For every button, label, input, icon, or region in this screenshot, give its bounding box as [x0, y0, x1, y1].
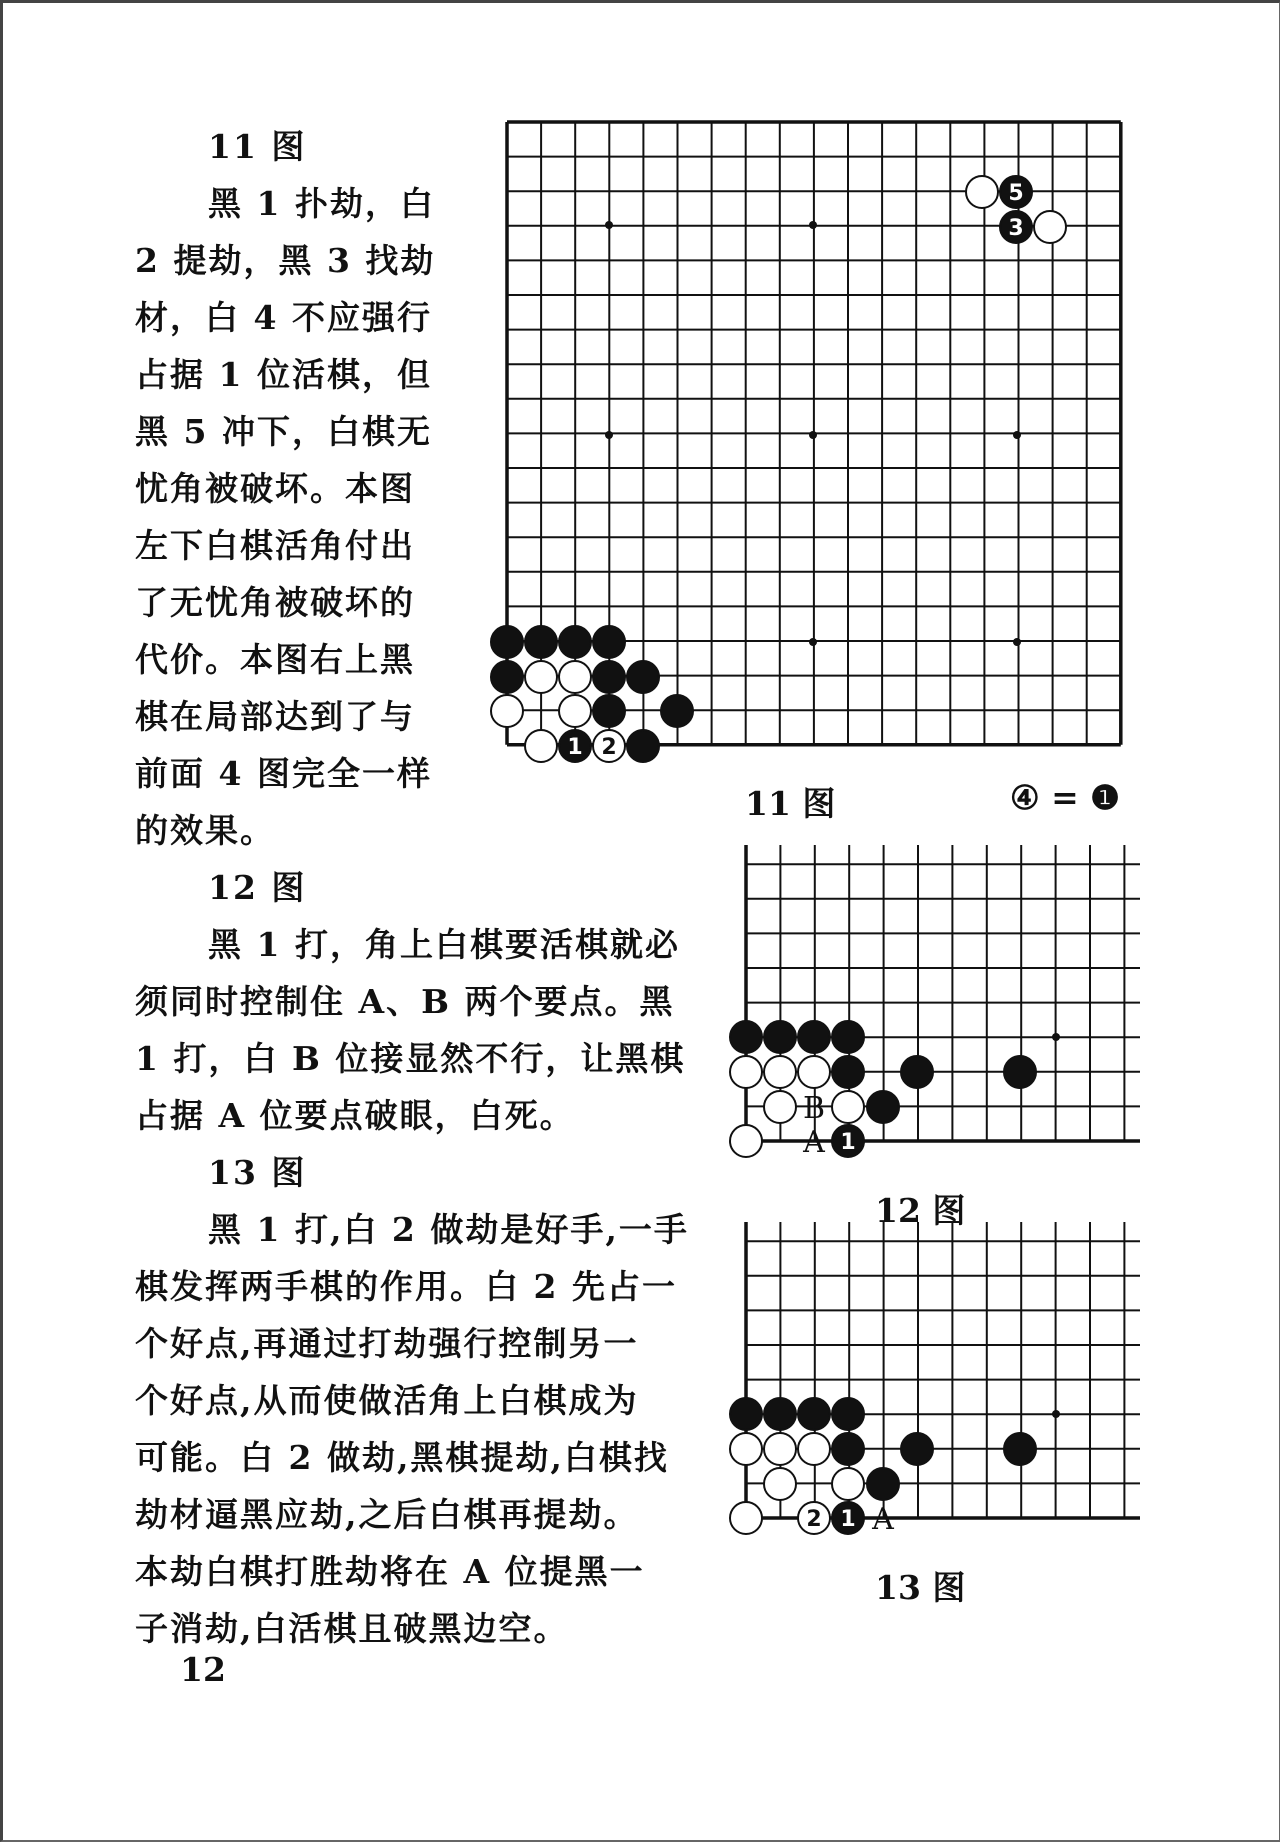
black-stone	[832, 1398, 864, 1430]
fig11-line-8: 了无忧角被破坏的	[135, 583, 415, 622]
black-stone	[901, 1433, 933, 1465]
star-point	[1052, 1033, 1060, 1041]
black-stone	[730, 1021, 762, 1053]
black-stone	[559, 626, 591, 658]
black-stone	[593, 661, 625, 693]
fig11-line-4: 占据 1 位活棋，但	[135, 355, 432, 394]
fig13-go-board	[720, 1222, 1140, 1537]
white-stone	[1034, 211, 1066, 243]
fig11-line-5: 黑 5 冲下，白棋无	[135, 412, 432, 451]
black-stone	[832, 1021, 864, 1053]
stone-number-1: 1	[840, 1507, 856, 1532]
black-stone	[1004, 1056, 1036, 1088]
white-stone	[764, 1433, 796, 1465]
fig11-note: ④ = ❶	[1010, 778, 1120, 817]
fig12-heading: 12 图	[208, 868, 307, 907]
white-stone	[730, 1502, 762, 1534]
white-stone	[559, 695, 591, 727]
fig12-line-4: 占据 A 位要点破眼，白死。	[135, 1096, 575, 1135]
point-label-a: A	[872, 1502, 894, 1537]
star-point	[809, 431, 817, 439]
page-number: 12	[180, 1650, 226, 1689]
black-stone	[730, 1398, 762, 1430]
fig13-heading: 13 图	[208, 1153, 307, 1192]
fig12-line-1: 黑 1 打，角上白棋要活棋就必	[208, 925, 680, 964]
white-stone	[764, 1468, 796, 1500]
white-stone	[559, 661, 591, 693]
fig13-caption: 13 图	[875, 1568, 966, 1607]
stone-number-2: 2	[806, 1507, 822, 1532]
point-label-b: B	[802, 1091, 826, 1126]
white-stone	[525, 661, 557, 693]
fig11-line-7: 左下白棋活角付出	[135, 526, 415, 565]
white-stone	[798, 1433, 830, 1465]
fig13-line-1: 黑 1 打,白 2 做劫是好手,一手	[208, 1210, 689, 1249]
black-stone	[867, 1468, 899, 1500]
fig11-line-6: 忧角被破坏。本图	[135, 469, 415, 508]
fig11-line-1: 黑 1 扑劫，白	[208, 184, 435, 223]
star-point	[809, 221, 817, 229]
white-stone	[730, 1125, 762, 1157]
black-stone	[764, 1021, 796, 1053]
star-point	[1013, 638, 1021, 646]
black-stone	[491, 661, 523, 693]
fig13-line-8: 子消劫,白活棋且破黑边空。	[135, 1609, 569, 1648]
black-stone	[593, 626, 625, 658]
white-stone	[730, 1433, 762, 1465]
black-stone	[525, 626, 557, 658]
star-point	[1052, 1410, 1060, 1418]
white-stone	[730, 1056, 762, 1088]
white-stone	[491, 695, 523, 727]
fig13-grid	[746, 1222, 1140, 1518]
fig11-line-3: 材，白 4 不应强行	[135, 298, 432, 337]
stone-number-3: 3	[1008, 216, 1024, 241]
fig13-line-4: 个好点,从而使做活角上白棋成为	[135, 1381, 639, 1420]
black-stone	[593, 695, 625, 727]
white-stone	[764, 1056, 796, 1088]
fig12-line-3: 1 打，白 B 位接显然不行，让黑棋	[135, 1039, 686, 1078]
black-stone	[627, 730, 659, 762]
star-point	[809, 638, 817, 646]
stone-number-5: 5	[1008, 181, 1024, 206]
white-stone	[832, 1468, 864, 1500]
fig11-line-9: 代价。本图右上黑	[135, 640, 415, 679]
fig11-line-11: 前面 4 图完全一样	[135, 754, 432, 793]
fig11-heading: 11 图	[208, 127, 307, 166]
black-stone	[867, 1091, 899, 1123]
black-stone	[491, 626, 523, 658]
stone-number-1: 1	[567, 735, 583, 760]
star-point	[605, 431, 613, 439]
black-stone	[798, 1021, 830, 1053]
point-label-a: A	[803, 1125, 825, 1160]
black-stone	[1004, 1433, 1036, 1465]
black-stone	[832, 1433, 864, 1465]
white-stone	[764, 1091, 796, 1123]
stone-number-1: 1	[840, 1130, 856, 1155]
fig13-line-6: 劫材逼黑应劫,之后白棋再提劫。	[135, 1495, 639, 1534]
star-point	[605, 221, 613, 229]
black-stone	[764, 1398, 796, 1430]
white-stone	[966, 176, 998, 208]
white-stone	[798, 1056, 830, 1088]
white-stone	[525, 730, 557, 762]
black-stone	[627, 661, 659, 693]
fig12-caption: 12 图	[875, 1191, 966, 1230]
stone-number-2: 2	[601, 735, 617, 760]
black-stone	[832, 1056, 864, 1088]
black-stone	[901, 1056, 933, 1088]
fig11-go-board	[490, 110, 1150, 790]
fig11-line-12: 的效果。	[135, 811, 275, 850]
fig11-caption: 11 图	[745, 784, 836, 823]
fig11-line-10: 棋在局部达到了与	[135, 697, 415, 736]
fig13-line-3: 个好点,再通过打劫强行控制另一	[135, 1324, 639, 1363]
fig11-line-2: 2 提劫，黑 3 找劫	[135, 241, 436, 280]
fig13-line-7: 本劫白棋打胜劫将在 A 位提黑一	[135, 1552, 645, 1591]
fig13-line-5: 可能。白 2 做劫,黑棋提劫,白棋找	[135, 1438, 669, 1477]
fig12-line-2: 须同时控制住 A、B 两个要点。黑	[135, 982, 675, 1021]
fig12-go-board	[720, 845, 1140, 1160]
white-stone	[832, 1091, 864, 1123]
star-point	[1013, 431, 1021, 439]
black-stone	[661, 695, 693, 727]
black-stone	[798, 1398, 830, 1430]
fig13-line-2: 棋发挥两手棋的作用。白 2 先占一	[135, 1267, 677, 1306]
